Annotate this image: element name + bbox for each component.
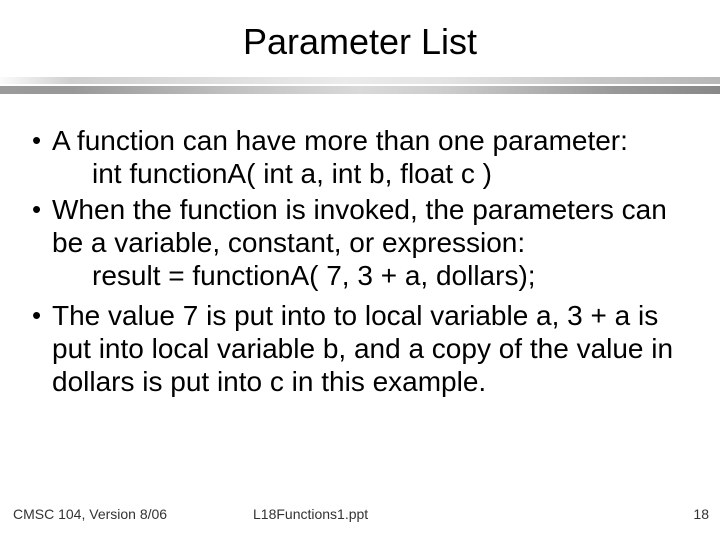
footer-page-number: 18	[693, 506, 709, 522]
bullet-item-1	[32, 124, 693, 190]
bullet-marker: •	[32, 300, 42, 330]
slide-body	[32, 124, 693, 398]
bullet-text-1: A function can have more than one parameter:	[52, 125, 628, 156]
footer-course-label: CMSC 104, Version 8/06	[13, 506, 168, 522]
code-line-1: int functionA( int a, int b, float c )	[92, 158, 492, 189]
title-divider-bottom	[0, 86, 720, 94]
bullet-text-3: The value 7 is put into to local variable a, 3 + a is put into local variable b, and a copy of the value in dollars is put into c in this example.	[52, 300, 674, 397]
bullet-text-2: When the function is invoked, the parameters can be a variable, constant, or expression:	[52, 194, 667, 258]
bullet-item-3	[32, 299, 693, 398]
bullet-marker: •	[32, 194, 42, 224]
bullet-marker: •	[32, 125, 42, 155]
bullet-item-2	[32, 193, 693, 292]
title-divider-top	[0, 77, 720, 84]
code-line-2: result = functionA( 7, 3 + a, dollars);	[92, 260, 536, 291]
slide-title: Parameter List	[242, 21, 478, 62]
footer-filename-label: L18Functions1.ppt	[253, 506, 369, 522]
